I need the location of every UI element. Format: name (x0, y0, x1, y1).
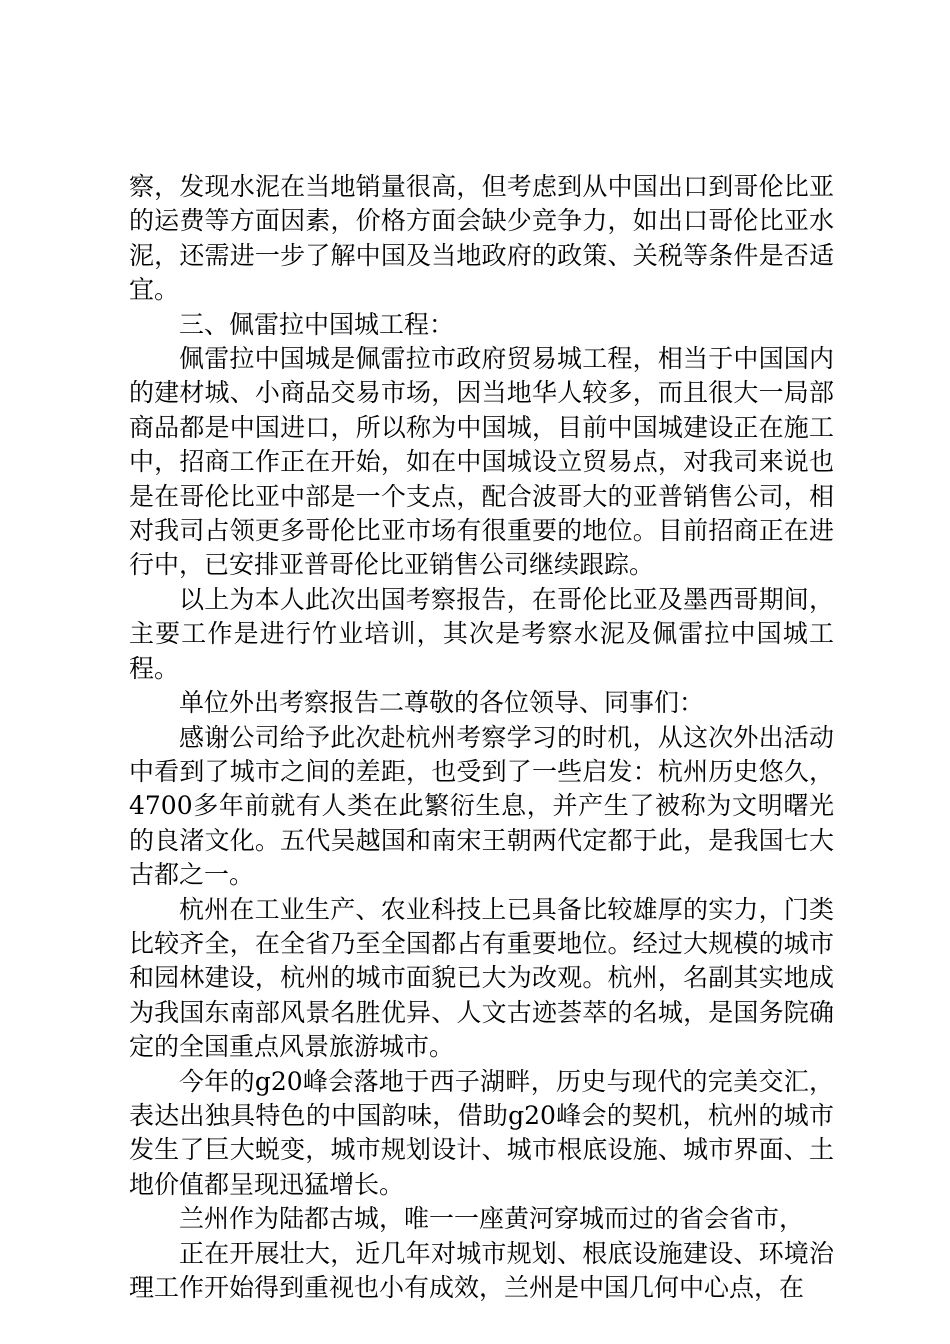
paragraph-lanzhou: 兰州作为陆都古城，唯一一座黄河穿城而过的省会省市， (179, 1204, 805, 1234)
paragraph-hangzhou-history: 感谢公司给予此次赴杭州考察学习的时机，从这次外出活动中看到了城市之间的差距，也受到了一些启发：杭州历史悠久，4700多年前就有人类在此繁衍生息，并产生了被称为文明曙光的良渚文化。五代吴越国和南宋王朝两代定都于此，是我国七大古都之一。 (129, 722, 834, 890)
report-two-greeting: 单位外出考察报告二尊敬的各位领导、同事们： (179, 688, 705, 718)
section-heading-chinatown: 三、佩雷拉中国城工程： (179, 309, 455, 339)
document-body (129, 170, 834, 1305)
paragraph-summary: 以上为本人此次出国考察报告，在哥伦比亚及墨西哥期间，主要工作是进行竹业培训，其次是考察水泥及佩雷拉中国城工程。 (129, 584, 834, 683)
paragraph-g20: 今年的g20峰会落地于西子湖畔，历史与现代的完美交汇，表达出独具特色的中国韵味，借助g20峰会的契机，杭州的城市发生了巨大蜕变，城市规划设计、城市根底设施、城市界面、土地价值都呈现迅猛增长。 (129, 1066, 834, 1199)
paragraph-hangzhou-industry: 杭州在工业生产、农业科技上已具备比较雄厚的实力，门类比较齐全，在全省乃至全国都占有重要地位。经过大规模的城市和园林建设，杭州的城市面貌已大为改观。杭州，名副其实地成为我国东南部风景名胜优异、人文古迹荟萃的名城，是国务院确定的全国重点风景旅游城市。 (129, 894, 834, 1062)
paragraph-1: 察，发现水泥在当地销量很高，但考虑到从中国出口到哥伦比亚的运费等方面因素，价格方面会缺少竞争力，如出口哥伦比亚水泥，还需进一步了解中国及当地政府的政策、关税等条件是否适宜。 (129, 172, 834, 305)
paragraph-chinatown: 佩雷拉中国城是佩雷拉市政府贸易城工程，相当于中国国内的建材城、小商品交易市场，因当地华人较多，而且很大一局部商品都是中国进口，所以称为中国城，目前中国城建设正在施工中，招商工作正在开始，如在中国城设立贸易点，对我司来说也是在哥伦比亚中部是一个支点，配合波哥大的亚普销售公司，相对我司占领更多哥伦比亚市场有很重要的地位。目前招商正在进行中，已安排亚普哥伦比亚销售公司继续跟踪。 (129, 344, 834, 580)
paragraph-lanzhou-development: 正在开展壮大，近几年对城市规划、根底设施建设、环境治理工作开始得到重视也小有成效，兰州是中国几何中心点，在 (129, 1238, 834, 1302)
